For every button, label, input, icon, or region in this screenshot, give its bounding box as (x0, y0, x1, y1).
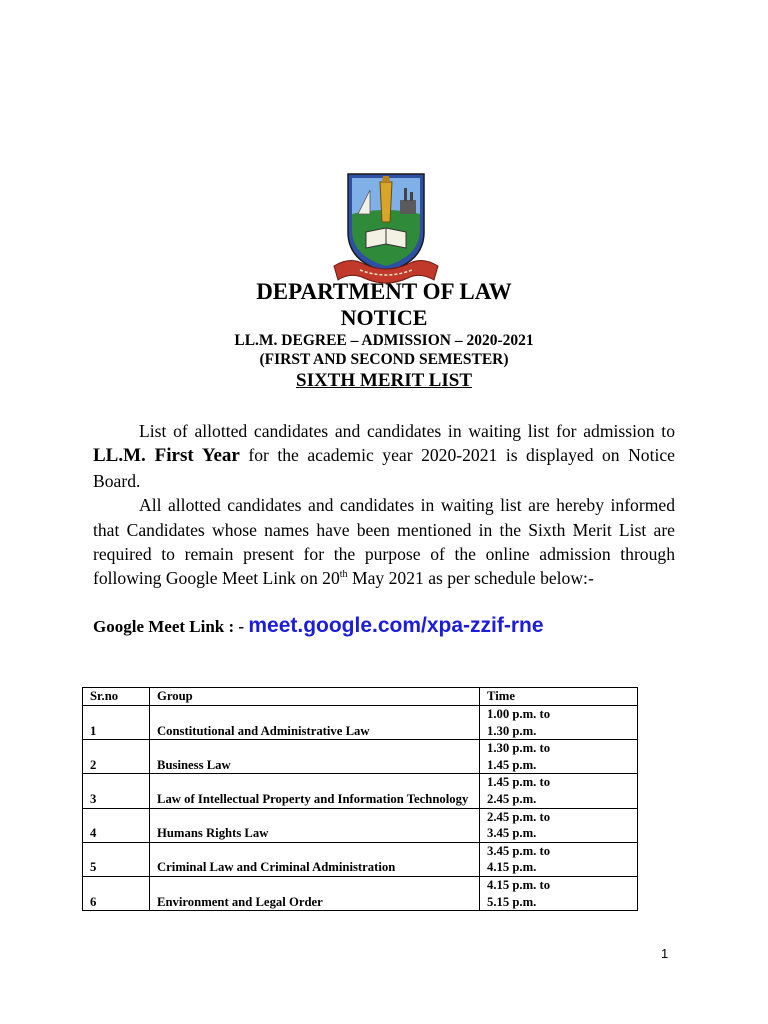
time-to: 3.45 p.m. (487, 826, 537, 841)
time-from: 3.45 p.m. to (487, 843, 551, 858)
table-row (83, 808, 638, 842)
time-cell (480, 774, 638, 808)
time-to: 5.15 p.m. (487, 894, 537, 909)
srno-cell: 4 (83, 808, 150, 842)
time-from: 2.45 p.m. to (487, 809, 551, 824)
table-header-row (83, 688, 638, 706)
paragraph-allotted-list (93, 419, 675, 493)
time-from: 1.45 p.m. to (487, 775, 551, 790)
university-crest-icon (330, 170, 442, 286)
schedule-table (82, 687, 638, 911)
srno-cell: 3 (83, 774, 150, 808)
table-row (83, 706, 638, 740)
time-to: 1.45 p.m. (487, 757, 537, 772)
table-row (83, 876, 638, 910)
course-emphasis: LL.M. First Year (93, 445, 240, 467)
time-from: 4.15 p.m. to (487, 877, 551, 892)
table-row (83, 774, 638, 808)
column-header-group: Group (150, 688, 480, 706)
srno-cell: 5 (83, 842, 150, 876)
time-to: 4.15 p.m. (487, 860, 537, 875)
group-cell: Environment and Legal Order (150, 876, 480, 910)
time-from: 1.00 p.m. to (487, 707, 551, 721)
merit-list-heading: SIXTH MERIT LIST (296, 370, 472, 391)
group-cell: Law of Intellectual Property and Information Technology (150, 774, 480, 808)
column-header-time: Time (480, 688, 638, 706)
srno-cell: 6 (83, 876, 150, 910)
time-to: 1.30 p.m. (487, 723, 537, 738)
time-from: 1.30 p.m. to (487, 741, 551, 756)
date-superscript: th (339, 569, 348, 581)
time-cell (480, 706, 638, 740)
group-cell: Business Law (150, 740, 480, 774)
page-number: 1 (661, 946, 669, 961)
meet-link-label: Google Meet Link : - (93, 617, 249, 636)
paragraph-text: for the academic year 2020-2021 is displayed on Notice Board. (93, 445, 675, 491)
column-header-srno: Sr.no (83, 688, 150, 706)
paragraph-text: List of allotted candidates and candidates in waiting list for admission to (139, 421, 675, 441)
time-cell (480, 740, 638, 774)
notice-heading: NOTICE (340, 305, 428, 330)
group-cell: Criminal Law and Criminal Administration (150, 842, 480, 876)
group-cell: Humans Rights Law (150, 808, 480, 842)
srno-cell: 1 (83, 706, 150, 740)
meet-link-url[interactable]: meet.google.com/xpa-zzif-rne (248, 614, 544, 637)
time-cell (480, 876, 638, 910)
group-cell: Constitutional and Administrative Law (150, 706, 480, 740)
table-row (83, 740, 638, 774)
paragraph-instructions (93, 493, 675, 591)
time-cell (480, 808, 638, 842)
table-row (83, 842, 638, 876)
meet-link-line (93, 614, 544, 638)
time-cell (480, 842, 638, 876)
notice-body (93, 419, 675, 591)
department-title: DEPARTMENT OF LAW (256, 279, 512, 304)
semester-subtitle: (FIRST AND SECOND SEMESTER) (259, 351, 509, 368)
paragraph-text: May 2021 as per schedule below:- (347, 568, 594, 589)
time-to: 2.45 p.m. (487, 791, 537, 806)
srno-cell: 2 (83, 740, 150, 774)
degree-subtitle: LL.M. DEGREE – ADMISSION – 2020-2021 (234, 332, 534, 349)
paragraph-text: All allotted candidates and candidates in waiting list are hereby informed that Candidates whose names have been mentioned in the Sixth Merit List are required to remain present for the purpose of the online admission through following Google Meet Link on 20 (93, 495, 675, 589)
